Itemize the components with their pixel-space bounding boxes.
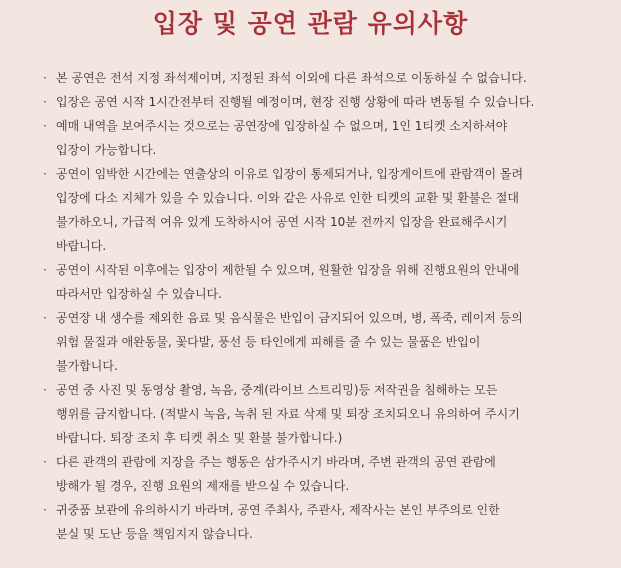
notice-item [43,66,615,90]
bullet-dot: · [43,119,47,133]
notice-item-line: 입장은 공연 시작 1시간전부터 진행될 예정이며, 현장 진행 상황에 따라 변동될 수 있습니다. [56,95,535,109]
notice-item-line: 공연장 내 생수를 제외한 음료 및 음식물은 반입이 금지되어 있으며, 병, 폭죽, 레이저 등의 [56,311,523,325]
notice-item-line: 바랍니다. [56,239,107,253]
notice-item-line: 공연 중 사진 및 동영상 촬영, 녹음, 중계(라이브 스트리밍)등 저작권을 침해하는 모든 [56,383,498,397]
notice-item-line: 분실 및 도난 등을 책임지지 않습니다. [56,527,253,541]
bullet-dot: · [43,503,47,517]
bullet-dot: · [43,383,47,397]
notice-item-line: 예매 내역을 보여주시는 것으로는 공연장에 입장하실 수 없으며, 1인 1티켓 소지하셔야 [56,119,508,133]
bullet-dot: · [43,95,47,109]
notice-item [43,450,615,498]
bullet-dot: · [43,455,47,469]
notice-item [43,90,615,114]
notice-item [43,114,615,162]
notice-title: 입장 및 공연 관람 유의사항 [152,9,469,38]
notice-item [43,378,615,450]
notice-item-line: 바랍니다. 퇴장 조치 후 티켓 취소 및 환불 불가합니다.) [56,431,343,445]
notice-item-line: 공연이 시작된 이후에는 입장이 제한될 수 있으며, 원활한 입장을 위해 진행요원의 안내에 [56,263,520,277]
bullet-dot: · [43,167,47,181]
notice-item-line: 입장에 다소 지체가 있을 수 있습니다. 이와 같은 사유로 인한 티켓의 교환 및 환불은 절대 [56,191,519,205]
notice-item-line: 행위를 금지합니다. (적발시 녹음, 녹취 된 자료 삭제 및 퇴장 조치되오니 유의하여 주시기 [56,407,520,421]
notice-item-line: 따라서만 입장하실 수 있습니다. [56,287,222,301]
notice-item-line: 입장이 가능합니다. [56,143,157,157]
notice-item [43,162,615,258]
bullet-dot: · [43,263,47,277]
notice-item-line: 공연이 임박한 시간에는 연출상의 이유로 입장이 통제되거나, 입장게이트에 관람객이 몰려 [56,167,524,181]
notice-item-line: 불가합니다. [56,359,118,373]
notice-item-line: 귀중품 보관에 유의하시기 바라며, 공연 주최사, 주관사, 제작사는 본인 부주의로 인한 [56,503,500,517]
bullet-dot: · [43,71,47,85]
notice-item-line: 방해가 될 경우, 진행 요원의 제재를 받으실 수 있습니다. [56,479,350,493]
notice-item-line: 위험 물질과 애완동물, 꽃다발, 풍선 등 타인에게 피해를 줄 수 있는 물품은 반입이 [56,335,481,349]
notice-item [43,306,615,378]
notice-item-line: 불가하오니, 가급적 여유 있게 도착하시어 공연 시작 10분 전까지 입장을 완료해주시기 [56,215,508,229]
notice-item-line: 본 공연은 전석 지정 좌석제이며, 지정된 좌석 이외에 다른 좌석으로 이동하실 수 없습니다. [56,71,527,85]
notice-list [43,66,615,546]
bullet-dot: · [43,311,47,325]
notice-item [43,258,615,306]
notice-item [43,498,615,546]
notice-item-line: 다른 관객의 관람에 지장을 주는 행동은 삼가주시기 바라며, 주변 관객의 공연 관람에 [56,455,496,469]
